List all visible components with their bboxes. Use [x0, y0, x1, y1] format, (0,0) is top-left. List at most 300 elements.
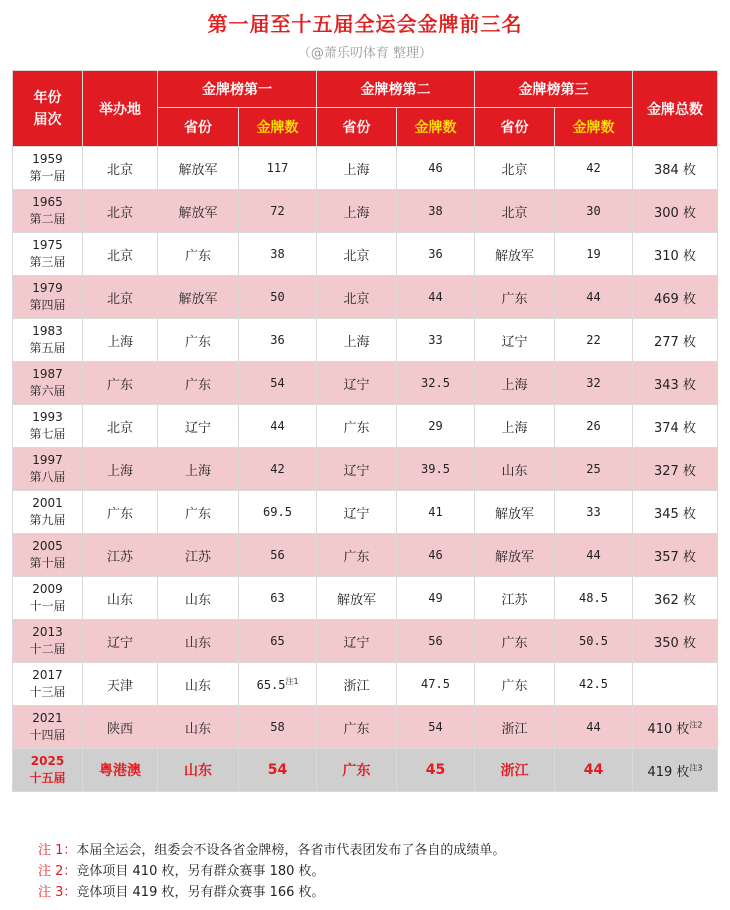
host-text: 粤港澳 [99, 763, 141, 779]
golds-cell [555, 663, 633, 706]
golds-text: 54 [428, 720, 443, 734]
province-text: 辽宁 [184, 420, 211, 436]
province-text: 广东 [343, 549, 370, 565]
year-session-cell [13, 233, 83, 276]
golds-cell [239, 620, 317, 663]
total-cell [633, 405, 718, 448]
province-cell [158, 233, 239, 276]
golds-cell [555, 749, 633, 792]
year-text: 1975 [32, 238, 63, 252]
total-text: 357 枚 [654, 549, 696, 565]
province-cell [475, 491, 555, 534]
golds-cell [555, 147, 633, 190]
year-text: 2013 [32, 625, 63, 639]
province-cell [317, 706, 397, 749]
golds-cell [397, 276, 475, 319]
province-cell [475, 362, 555, 405]
province-cell [317, 362, 397, 405]
golds-text: 58 [270, 720, 285, 734]
province-text: 浙江 [500, 763, 529, 779]
total-text: 277 枚 [654, 334, 696, 350]
golds-text: 38 [270, 247, 285, 261]
table-row [13, 577, 718, 620]
total-cell [633, 233, 718, 276]
golds-text: 65 [270, 634, 285, 648]
session-text: 十五届 [29, 771, 66, 785]
session-text: 十二届 [29, 642, 66, 656]
session-text: 第四届 [29, 298, 66, 312]
year-session-cell [13, 663, 83, 706]
table-row [13, 319, 718, 362]
golds-cell [239, 534, 317, 577]
page-title: 第一届至十五届全运会金牌前三名 [207, 12, 523, 36]
golds-text: 32.5 [421, 376, 450, 390]
province-text: 山东 [184, 763, 212, 779]
golds-text: 72 [270, 204, 285, 218]
host-cell [83, 233, 158, 276]
province-text: 山东 [184, 678, 211, 694]
year-text: 2021 [32, 711, 63, 725]
golds-cell [555, 706, 633, 749]
province-cell [158, 448, 239, 491]
province-text: 上海 [343, 334, 370, 350]
golds-text: 47.5 [421, 677, 450, 691]
host-text: 江苏 [106, 549, 133, 565]
host-text: 广东 [106, 377, 133, 393]
total-text: 469 枚 [654, 291, 696, 307]
golds-text: 26 [586, 419, 601, 433]
year-text: 1959 [32, 152, 63, 166]
year-session-cell [13, 620, 83, 663]
province-text: 广东 [184, 334, 211, 350]
year-session-cell [13, 491, 83, 534]
province-text: 辽宁 [501, 334, 528, 350]
province-cell [475, 577, 555, 620]
golds-cell [397, 319, 475, 362]
golds-text: 33 [428, 333, 443, 347]
table-row [13, 491, 718, 534]
province-text: 浙江 [343, 678, 370, 694]
header-province: 省份 [317, 108, 397, 147]
host-cell [83, 620, 158, 663]
province-text: 山东 [501, 463, 528, 479]
footnote-ref: 注3 [689, 763, 703, 773]
golds-cell [397, 233, 475, 276]
golds-cell [239, 405, 317, 448]
header-host: 举办地 [83, 71, 158, 147]
golds-cell [239, 276, 317, 319]
host-cell [83, 405, 158, 448]
header-year-session: 年份 届次 [13, 71, 83, 147]
province-text: 江苏 [501, 592, 528, 608]
golds-text: 29 [428, 419, 443, 433]
golds-cell [555, 577, 633, 620]
golds-text: 54 [270, 376, 285, 390]
golds-text: 19 [586, 247, 601, 261]
province-cell [158, 620, 239, 663]
table-row [13, 276, 718, 319]
year-session-cell [13, 534, 83, 577]
province-text: 上海 [343, 205, 370, 221]
header-total: 金牌总数 [633, 71, 718, 147]
golds-text: 44 [270, 419, 285, 433]
header-province: 省份 [158, 108, 239, 147]
province-text: 山东 [184, 635, 211, 651]
province-cell [475, 749, 555, 792]
golds-cell [397, 362, 475, 405]
province-text: 广东 [501, 291, 528, 307]
golds-text: 63 [270, 591, 285, 605]
year-session-cell [13, 448, 83, 491]
province-cell [317, 233, 397, 276]
golds-cell [239, 319, 317, 362]
province-text: 上海 [343, 162, 370, 178]
golds-text: 117 [266, 161, 289, 175]
golds-text: 45 [425, 762, 446, 778]
year-session-cell [13, 749, 83, 792]
province-cell [317, 577, 397, 620]
golds-cell [555, 534, 633, 577]
province-cell [475, 534, 555, 577]
golds-text: 36 [428, 247, 443, 261]
golds-cell [555, 405, 633, 448]
province-text: 辽宁 [343, 463, 370, 479]
year-text: 1993 [32, 410, 63, 424]
golds-text: 30 [586, 204, 601, 218]
golds-text: 41 [428, 505, 443, 519]
golds-text: 69.5 [263, 505, 292, 519]
year-session-cell [13, 319, 83, 362]
session-text: 十一届 [29, 599, 66, 613]
golds-cell [397, 706, 475, 749]
host-cell [83, 362, 158, 405]
total-text: 300 枚 [654, 205, 696, 221]
golds-text: 36 [270, 333, 285, 347]
golds-cell [239, 706, 317, 749]
golds-text: 50 [270, 290, 285, 304]
footnote-ref: 注1 [285, 677, 299, 686]
total-cell [633, 620, 718, 663]
golds-text: 48.5 [579, 591, 608, 605]
golds-text: 25 [586, 462, 601, 476]
province-text: 广东 [501, 635, 528, 651]
total-cell [633, 448, 718, 491]
golds-cell [555, 620, 633, 663]
total-cell [633, 749, 718, 792]
province-text: 辽宁 [343, 635, 370, 651]
host-cell [83, 190, 158, 233]
table-body [13, 147, 718, 792]
province-cell [475, 147, 555, 190]
province-text: 江苏 [184, 549, 211, 565]
province-text: 广东 [501, 678, 528, 694]
province-cell [158, 319, 239, 362]
province-cell [475, 706, 555, 749]
host-text: 北京 [106, 420, 133, 436]
host-text: 山东 [106, 592, 133, 608]
host-text: 辽宁 [106, 635, 133, 651]
session-text: 十四届 [29, 728, 66, 742]
golds-text: 42 [586, 161, 601, 175]
province-cell [317, 491, 397, 534]
golds-cell [239, 147, 317, 190]
golds-cell [397, 620, 475, 663]
golds-text: 42.5 [579, 677, 608, 691]
footnote-1 [38, 840, 505, 861]
header-province: 省份 [475, 108, 555, 147]
session-text: 第六届 [29, 384, 66, 398]
province-text: 辽宁 [343, 506, 370, 522]
province-cell [317, 190, 397, 233]
session-text: 第八届 [29, 470, 66, 484]
golds-cell [397, 534, 475, 577]
header-rank2: 金牌榜第二 [317, 71, 475, 108]
province-cell [317, 405, 397, 448]
province-cell [475, 319, 555, 362]
province-cell [475, 233, 555, 276]
province-cell [158, 276, 239, 319]
total-cell [633, 276, 718, 319]
province-cell [317, 534, 397, 577]
golds-text: 42 [270, 462, 285, 476]
year-text: 2001 [32, 496, 63, 510]
province-cell [475, 276, 555, 319]
total-cell [633, 319, 718, 362]
session-text: 第一届 [29, 169, 66, 183]
session-text: 第二届 [29, 212, 66, 226]
year-session-cell [13, 190, 83, 233]
province-cell [158, 491, 239, 534]
header-rank3: 金牌榜第三 [475, 71, 633, 108]
session-text: 第十届 [29, 556, 66, 570]
golds-text: 44 [428, 290, 443, 304]
province-text: 解放军 [178, 162, 218, 178]
host-cell [83, 749, 158, 792]
year-session-cell [13, 577, 83, 620]
session-text: 第七届 [29, 427, 66, 441]
host-cell [83, 491, 158, 534]
province-text: 山东 [184, 592, 211, 608]
header-golds: 金牌数 [239, 108, 317, 147]
table-row [13, 190, 718, 233]
golds-text: 39.5 [421, 462, 450, 476]
golds-cell [239, 233, 317, 276]
province-text: 北京 [501, 205, 528, 221]
total-text: 410 枚 [647, 721, 690, 737]
golds-text: 38 [428, 204, 443, 218]
table-row [13, 620, 718, 663]
total-cell [633, 577, 718, 620]
total-text: 345 枚 [654, 506, 696, 522]
session-text: 十三届 [29, 685, 66, 699]
total-text: 419 枚 [647, 764, 690, 780]
province-cell [158, 706, 239, 749]
province-text: 浙江 [501, 721, 528, 737]
year-text: 1997 [32, 453, 63, 467]
golds-text: 46 [428, 161, 443, 175]
province-cell [475, 620, 555, 663]
footnote-3 [38, 882, 505, 903]
host-text: 广东 [106, 506, 133, 522]
province-text: 上海 [501, 420, 528, 436]
host-text: 陕西 [106, 721, 133, 737]
total-cell [633, 663, 718, 706]
golds-text: 44 [586, 548, 601, 562]
province-cell [317, 147, 397, 190]
host-cell [83, 448, 158, 491]
golds-cell [239, 577, 317, 620]
province-text: 北京 [501, 162, 528, 178]
province-text: 解放军 [178, 205, 218, 221]
province-text: 上海 [501, 377, 528, 393]
total-cell [633, 534, 718, 577]
host-text: 上海 [106, 334, 133, 350]
total-text: 384 枚 [654, 162, 696, 178]
total-cell [633, 362, 718, 405]
golds-cell [239, 190, 317, 233]
province-cell [317, 749, 397, 792]
header-golds: 金牌数 [397, 108, 475, 147]
golds-cell [397, 405, 475, 448]
host-text: 天津 [106, 678, 133, 694]
total-cell [633, 190, 718, 233]
province-text: 广东 [343, 721, 370, 737]
session-text: 第三届 [29, 255, 66, 269]
golds-cell [397, 147, 475, 190]
host-text: 北京 [106, 162, 133, 178]
medal-table [12, 70, 718, 792]
golds-text: 44 [583, 762, 604, 778]
golds-text: 65.5 [256, 678, 286, 692]
province-cell [475, 190, 555, 233]
total-cell [633, 147, 718, 190]
host-cell [83, 534, 158, 577]
table-row [13, 362, 718, 405]
province-text: 解放军 [336, 592, 376, 608]
total-text: 350 枚 [654, 635, 696, 651]
total-text: 310 枚 [654, 248, 696, 264]
host-cell [83, 706, 158, 749]
host-cell [83, 276, 158, 319]
year-text: 2025 [30, 754, 65, 768]
total-cell [633, 706, 718, 749]
golds-cell [239, 663, 317, 706]
host-text: 北京 [106, 291, 133, 307]
province-text: 北京 [343, 291, 370, 307]
province-cell [158, 534, 239, 577]
host-text: 上海 [106, 463, 133, 479]
province-text: 上海 [184, 463, 211, 479]
footnotes [38, 840, 505, 903]
province-cell [317, 276, 397, 319]
year-text: 2005 [32, 539, 63, 553]
province-cell [317, 663, 397, 706]
province-cell [475, 663, 555, 706]
year-session-cell [13, 405, 83, 448]
host-cell [83, 577, 158, 620]
footnote-ref: 注2 [689, 720, 703, 730]
total-cell [633, 491, 718, 534]
year-text: 1983 [32, 324, 63, 338]
province-cell [158, 190, 239, 233]
province-cell [317, 319, 397, 362]
session-text: 第九届 [29, 513, 66, 527]
total-text: 343 枚 [654, 377, 696, 393]
table-row [13, 233, 718, 276]
province-text: 广东 [184, 248, 211, 264]
year-text: 2017 [32, 668, 63, 682]
host-cell [83, 663, 158, 706]
golds-cell [555, 362, 633, 405]
footnote-text: 竞体项目 410 枚，另有群众赛事 180 枚。 [76, 864, 325, 879]
total-text: 327 枚 [654, 463, 696, 479]
golds-cell [555, 233, 633, 276]
total-text: 362 枚 [654, 592, 696, 608]
golds-text: 54 [267, 762, 288, 778]
golds-text: 49 [428, 591, 443, 605]
footnote-label: 注 2： [38, 864, 77, 879]
province-cell [158, 362, 239, 405]
golds-cell [397, 663, 475, 706]
golds-text: 56 [428, 634, 443, 648]
province-text: 广东 [184, 377, 211, 393]
golds-text: 33 [586, 505, 601, 519]
footnote-text: 竞体项目 419 枚，另有群众赛事 166 枚。 [76, 885, 325, 900]
province-text: 广东 [342, 763, 371, 779]
golds-text: 56 [270, 548, 285, 562]
golds-cell [397, 577, 475, 620]
footnote-label: 注 3： [38, 885, 77, 900]
province-cell [475, 405, 555, 448]
host-cell [83, 147, 158, 190]
golds-cell [555, 491, 633, 534]
province-text: 广东 [184, 506, 211, 522]
golds-text: 44 [586, 720, 601, 734]
year-session-cell [13, 706, 83, 749]
province-cell [158, 405, 239, 448]
footnote-2 [38, 861, 505, 882]
province-cell [158, 577, 239, 620]
golds-cell [239, 491, 317, 534]
province-text: 解放军 [494, 549, 534, 565]
province-cell [158, 663, 239, 706]
year-text: 2009 [32, 582, 63, 596]
table-row [13, 706, 718, 749]
golds-text: 46 [428, 548, 443, 562]
golds-cell [397, 190, 475, 233]
host-text: 北京 [106, 205, 133, 221]
table-row [13, 147, 718, 190]
host-text: 北京 [106, 248, 133, 264]
table-row [13, 663, 718, 706]
golds-cell [397, 448, 475, 491]
province-text: 解放军 [494, 506, 534, 522]
province-text: 北京 [343, 248, 370, 264]
province-text: 山东 [184, 721, 211, 737]
province-text: 辽宁 [343, 377, 370, 393]
province-cell [475, 448, 555, 491]
golds-text: 50.5 [579, 634, 608, 648]
header-golds: 金牌数 [555, 108, 633, 147]
golds-cell [555, 319, 633, 362]
province-cell [158, 749, 239, 792]
province-cell [317, 620, 397, 663]
year-text: 1979 [32, 281, 63, 295]
year-session-cell [13, 276, 83, 319]
footnote-label: 注 1： [38, 843, 77, 858]
host-cell [83, 319, 158, 362]
year-session-cell [13, 362, 83, 405]
